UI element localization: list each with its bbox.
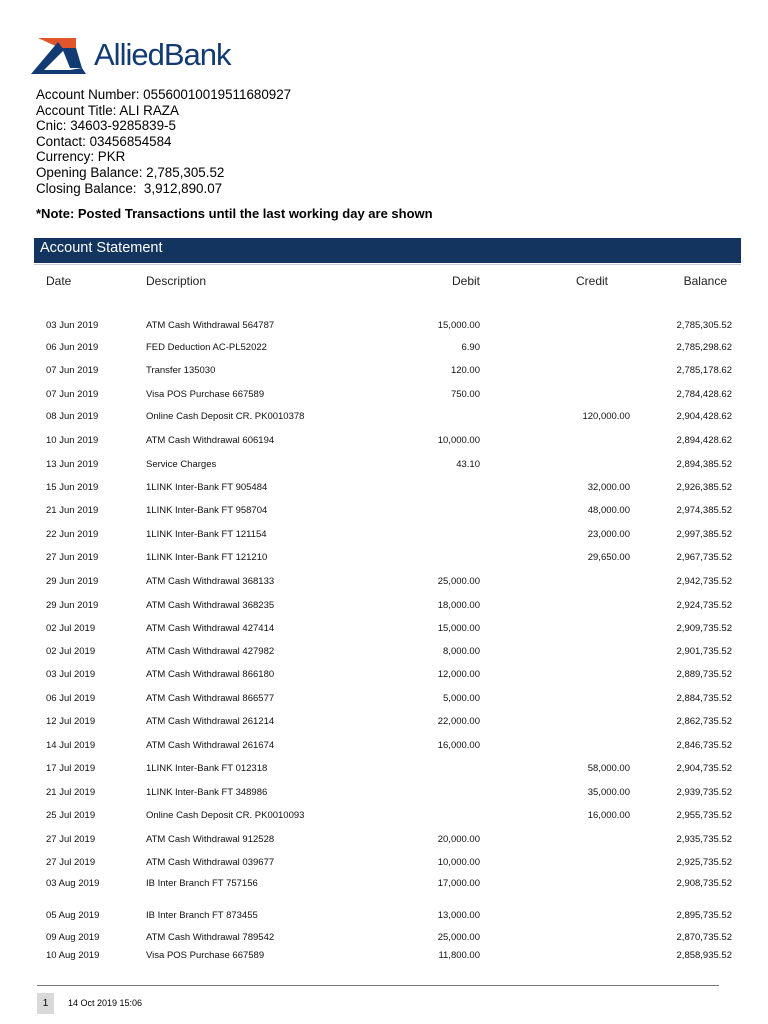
transaction-balance: 2,889,735.52 [676, 669, 732, 680]
transaction-date: 29 Jun 2019 [46, 600, 99, 611]
transaction-description: FED Deduction AC-PL52022 [146, 342, 267, 353]
transaction-date: 10 Jun 2019 [46, 435, 99, 446]
transaction-credit: 48,000.00 [587, 505, 630, 516]
transaction-date: 03 Aug 2019 [46, 878, 100, 889]
transaction-balance: 2,967,735.52 [676, 552, 732, 563]
transaction-credit: 32,000.00 [587, 482, 630, 493]
contact: Contact: 03456854584 [36, 133, 172, 149]
transaction-row [0, 529, 768, 543]
transaction-row [0, 646, 768, 660]
statement-heading: Account Statement [34, 238, 741, 263]
transaction-description: ATM Cash Withdrawal 789542 [146, 932, 275, 943]
transaction-balance: 2,925,735.52 [676, 857, 732, 868]
transaction-description: ATM Cash Withdrawal 866577 [146, 693, 275, 704]
transaction-balance: 2,858,935.52 [676, 950, 732, 961]
transaction-row [0, 910, 768, 924]
transaction-balance: 2,784,428.62 [676, 389, 732, 400]
transaction-description: ATM Cash Withdrawal 039677 [146, 857, 275, 868]
transaction-date: 13 Jun 2019 [46, 459, 99, 470]
transaction-debit: 10,000.00 [437, 435, 480, 446]
closing-balance: Closing Balance: 3,912,890.07 [36, 180, 223, 196]
account-number: Account Number: 0556001001951168092​7 [36, 87, 292, 102]
transaction-date: 14 Jul 2019 [46, 740, 96, 751]
transaction-balance: 2,894,428.62 [676, 435, 732, 446]
transaction-balance: 2,939,735.52 [676, 787, 732, 798]
transaction-balance: 2,942,735.52 [676, 576, 732, 587]
transaction-date: 08 Jun 2019 [46, 411, 99, 422]
transaction-date: 21 Jul 2019 [46, 787, 96, 798]
transaction-row [0, 435, 768, 449]
transaction-balance: 2,862,735.52 [676, 716, 732, 727]
transaction-row [0, 459, 768, 473]
transaction-description: IB Inter Branch FT 873455 [146, 910, 258, 921]
transaction-credit: 58,000.00 [587, 763, 630, 774]
transaction-row [0, 623, 768, 637]
transaction-row [0, 878, 768, 892]
transaction-balance: 2,926,385.52 [676, 482, 732, 493]
transaction-row [0, 482, 768, 496]
bank-name: AlliedBank [94, 37, 231, 72]
transaction-row [0, 740, 768, 754]
transaction-credit: 16,000.00 [587, 810, 630, 821]
transaction-debit: 25,000.00 [437, 932, 480, 943]
transaction-balance: 2,870,735.52 [676, 932, 732, 943]
transaction-date: 25 Jul 2019 [46, 810, 96, 821]
transaction-date: 02 Jul 2019 [46, 646, 96, 657]
transaction-debit: 16,000.00 [437, 740, 480, 751]
transaction-balance: 2,974,385.52 [676, 505, 732, 516]
transaction-date: 09 Aug 2019 [46, 932, 100, 943]
column-header-date: Date [46, 274, 72, 288]
transaction-date: 12 Jul 2019 [46, 716, 96, 727]
transaction-debit: 5,000.00 [443, 693, 480, 704]
transaction-balance: 2,955,735.52 [676, 810, 732, 821]
print-timestamp: 14 Oct 2019 15:06 [68, 998, 143, 1008]
transaction-date: 03 Jul 2019 [46, 669, 96, 680]
page-number: 1 [37, 993, 54, 1014]
transaction-balance: 2,924,735.52 [676, 600, 732, 611]
transaction-debit: 11,800.00 [438, 950, 480, 961]
transaction-description: ATM Cash Withdrawal 606194 [146, 435, 275, 446]
transaction-row [0, 576, 768, 590]
transaction-row [0, 950, 768, 964]
column-header-description: Description [146, 274, 207, 288]
transaction-balance: 2,785,178.62 [676, 365, 732, 376]
transaction-date: 07 Jun 2019 [46, 389, 99, 400]
transaction-debit: 12,000.00 [437, 669, 480, 680]
transaction-row [0, 693, 768, 707]
transaction-row [0, 411, 768, 425]
transaction-description: IB Inter Branch FT 757156 [146, 878, 258, 889]
transaction-row [0, 320, 768, 334]
transaction-date: 29 Jun 2019 [46, 576, 99, 587]
transaction-balance: 2,908,735.52 [676, 878, 732, 889]
transaction-debit: 20,000.00 [437, 834, 480, 845]
heading-divider [34, 264, 741, 265]
transaction-debit: 10,000.00 [437, 857, 480, 868]
transaction-debit: 15,000.00 [437, 320, 480, 331]
transaction-date: 22 Jun 2019 [46, 529, 99, 540]
transaction-debit: 15,000.00 [437, 623, 480, 634]
transaction-date: 07 Jun 2019 [46, 365, 99, 376]
transaction-description: ATM Cash Withdrawal 912528 [146, 834, 275, 845]
transaction-description: 1LINK Inter-Bank FT 012318 [146, 763, 268, 774]
transaction-balance: 2,901,735.52 [676, 646, 732, 657]
transaction-debit: 25,000.00 [437, 576, 480, 587]
bank-logo [30, 34, 230, 76]
transaction-credit: 120,000.00 [582, 411, 630, 422]
transaction-description: Online Cash Deposit CR. PK0010378 [146, 411, 305, 422]
transaction-description: 1LINK Inter-Bank FT 958704 [146, 505, 268, 516]
transaction-description: Online Cash Deposit CR. PK0010093 [146, 810, 305, 821]
posted-transactions-note: *Note: Posted Transactions until the last working day are shown [36, 206, 433, 221]
transaction-description: Transfer 135030 [146, 365, 216, 376]
transaction-row [0, 834, 768, 848]
transaction-row [0, 763, 768, 777]
transaction-balance: 2,884,735.52 [676, 693, 732, 704]
transaction-credit: 23,000.00 [587, 529, 630, 540]
cnic: Cnic: 34603-9285839-5 [36, 118, 176, 134]
transaction-row [0, 932, 768, 946]
transaction-date: 06 Jun 2019 [46, 342, 99, 353]
transaction-balance: 2,895,735.52 [676, 910, 732, 921]
transaction-debit: 17,000.00 [437, 878, 480, 889]
transaction-row [0, 810, 768, 824]
transaction-date: 21 Jun 2019 [46, 505, 99, 516]
account-info [36, 87, 291, 196]
transaction-row [0, 857, 768, 871]
transaction-row [0, 552, 768, 566]
transaction-description: Service Charges [146, 459, 217, 470]
transaction-row [0, 389, 768, 403]
transaction-description: ATM Cash Withdrawal 368235 [146, 600, 275, 611]
transaction-date: 15 Jun 2019 [46, 482, 99, 493]
transaction-description: 1LINK Inter-Bank FT 905484 [146, 482, 268, 493]
transaction-balance: 2,935,735.52 [676, 834, 732, 845]
transaction-balance: 2,785,305.52 [676, 320, 732, 331]
transaction-balance: 2,894,385.52 [676, 459, 732, 470]
transaction-row [0, 669, 768, 683]
transaction-date: 17 Jul 2019 [46, 763, 96, 774]
transaction-debit: 8,000.00 [443, 646, 480, 657]
column-header-credit: Credit [575, 274, 608, 288]
transaction-balance: 2,846,735.52 [676, 740, 732, 751]
footer-divider [37, 985, 719, 986]
transaction-description: ATM Cash Withdrawal 564787 [146, 320, 275, 331]
transaction-row [0, 600, 768, 614]
transaction-date: 05 Aug 2019 [46, 910, 100, 921]
transaction-balance: 2,904,428.62 [676, 411, 732, 422]
transaction-date: 06 Jul 2019 [46, 693, 96, 704]
currency: Currency: PKR [36, 149, 126, 165]
transaction-row [0, 787, 768, 801]
transaction-debit: 18,000.00 [437, 600, 480, 611]
transaction-description: ATM Cash Withdrawal 261674 [146, 740, 275, 751]
transaction-date: 02 Jul 2019 [46, 623, 96, 634]
transaction-description: ATM Cash Withdrawal 427982 [146, 646, 275, 657]
transaction-date: 27 Jun 2019 [46, 552, 99, 563]
transaction-debit: 120.00 [450, 365, 480, 376]
transaction-balance: 2,909,735.52 [676, 623, 732, 634]
transaction-credit: 29,650.00 [587, 552, 630, 563]
transaction-date: 03 Jun 2019 [46, 320, 99, 331]
allied-bank-logo-icon [30, 34, 88, 76]
transaction-row [0, 342, 768, 356]
transaction-debit: 43.10 [456, 459, 480, 470]
transaction-description: 1LINK Inter-Bank FT 121154 [146, 529, 267, 540]
transaction-balance: 2,904,735.52 [676, 763, 732, 774]
transaction-row [0, 716, 768, 730]
transaction-description: Visa POS Purchase 667589 [146, 389, 265, 400]
transaction-credit: 35,000.00 [587, 787, 630, 798]
transaction-description: ATM Cash Withdrawal 427414 [146, 623, 275, 634]
transaction-description: ATM Cash Withdrawal 368133 [146, 576, 275, 587]
transaction-date: 27 Jul 2019 [46, 857, 96, 868]
transaction-date: 27 Jul 2019 [46, 834, 96, 845]
transaction-description: ATM Cash Withdrawal 866180 [146, 669, 275, 680]
transaction-debit: 13,000.00 [437, 910, 480, 921]
transaction-debit: 750.00 [450, 389, 480, 400]
column-header-debit: Debit [451, 274, 480, 288]
transaction-row [0, 505, 768, 519]
transaction-debit: 22,000.00 [437, 716, 480, 727]
transaction-balance: 2,785,298.62 [676, 342, 732, 353]
opening-balance: Opening Balance: 2,785,305.52 [36, 164, 225, 180]
transaction-description: ATM Cash Withdrawal 261214 [146, 716, 275, 727]
transaction-row [0, 365, 768, 379]
transaction-description: 1LINK Inter-Bank FT 348986 [146, 787, 268, 798]
transaction-date: 10 Aug 2019 [46, 950, 100, 961]
transaction-description: 1LINK Inter-Bank FT 121210 [146, 552, 268, 563]
transaction-description: Visa POS Purchase 667589 [146, 950, 265, 961]
transaction-balance: 2,997,385.52 [676, 529, 732, 540]
account-title: Account Title: ALI RAZA [36, 102, 179, 118]
transaction-debit: 6.90 [461, 342, 480, 353]
column-header-balance: Balance [683, 274, 727, 288]
